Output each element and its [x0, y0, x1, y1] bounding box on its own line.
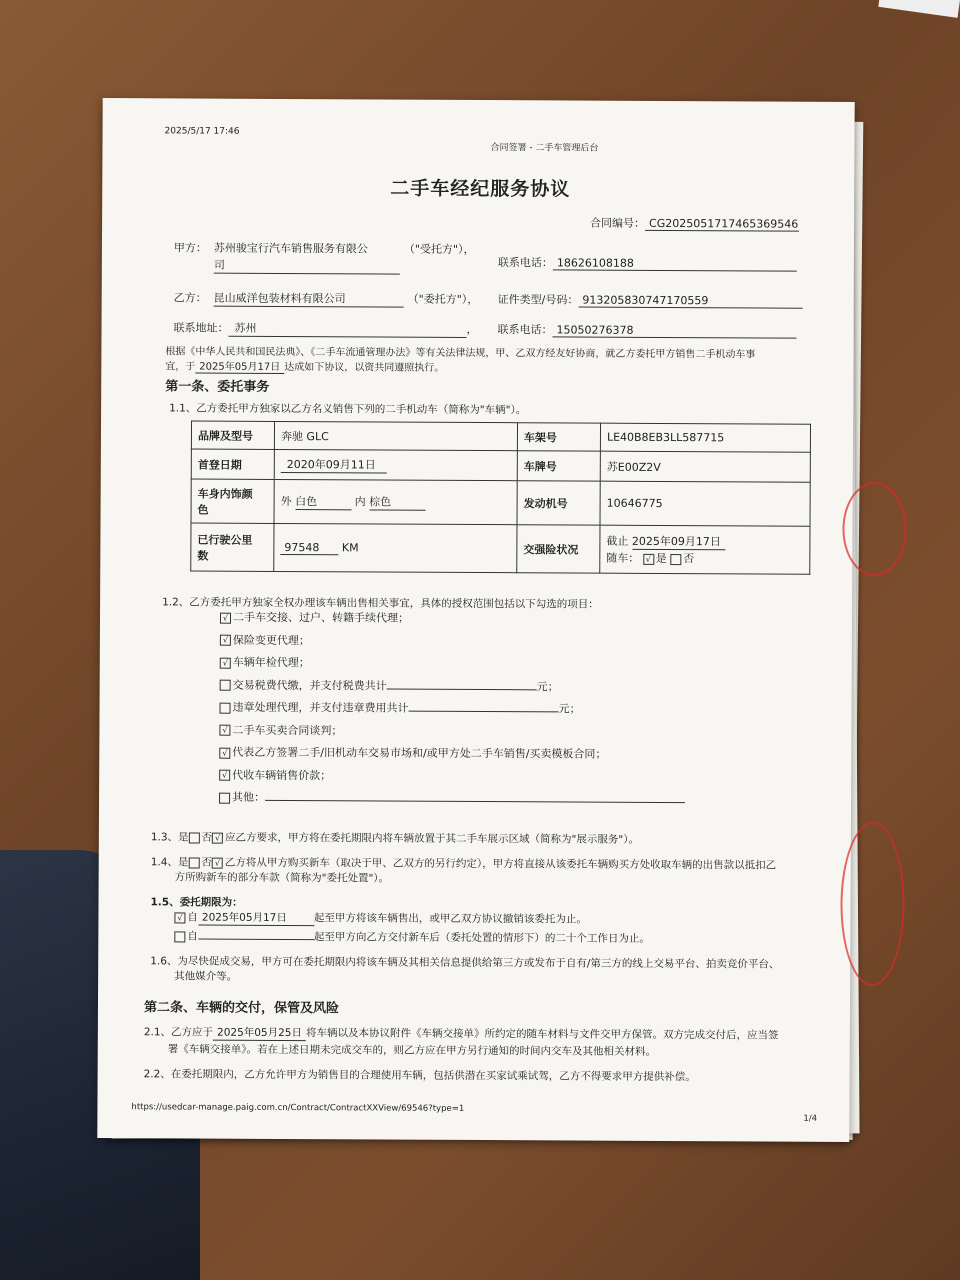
item-1-4-cont: 方所购新车的部分车款（简称为"委托处置"）。 — [174, 871, 390, 885]
mileage-unit: KM — [341, 540, 359, 554]
scope-checkbox[interactable]: √ — [220, 612, 231, 623]
insurance-label: 交强险状况 — [517, 525, 600, 573]
section-2-title: 第二条、车辆的交付，保管及风险 — [143, 1000, 340, 1017]
party-b-phone-label: 联系电话： — [497, 323, 553, 337]
print-timestamp: 2025/5/17 17:46 — [164, 126, 240, 137]
party-a-phone-value: 18626108188 — [553, 256, 797, 271]
violation-amount-field[interactable] — [409, 711, 559, 713]
party-b-id-value: 913205830747170559 — [578, 294, 802, 309]
scope-checkbox[interactable]: √ — [219, 770, 230, 781]
mileage-label-line1: 已行驶公里 — [197, 533, 253, 547]
party-b-address-value: 苏州 — [228, 320, 466, 338]
company-seal-partial — [842, 482, 906, 576]
term-start-date: 2025年05月17日 — [198, 910, 314, 927]
scope-item — [219, 789, 685, 814]
insurance-until — [606, 533, 803, 551]
party-a-name: 苏州骏宝行汽车销售服务有限公 — [213, 241, 368, 256]
vehicle-table — [190, 421, 811, 575]
item-2-1-cont: 署《车辆交接单》。若在上述日期未完成交车的，则乙方应在甲方另行通知的时间内交车及其他相关材料。 — [167, 1043, 657, 1058]
item-1-1: 1.1、乙方委托甲方独家以乙方名义销售下列的二手机动车（简称为"车辆"）。 — [169, 402, 527, 417]
vin-label: 车架号 — [517, 423, 600, 451]
preamble-date: 2025年05月17日 — [195, 358, 284, 374]
term-option-2-text: 起至甲方向乙方交付新车后（委托处置的情形下）的二十个工作日为止。 — [313, 931, 650, 945]
mileage-cell — [274, 523, 517, 572]
party-b-phone-value: 15050276378 — [552, 323, 796, 338]
party-a-phone — [498, 254, 797, 272]
item-1-3-yes: 1.3、是 — [150, 831, 189, 844]
reg-date-label: 首登日期 — [191, 449, 274, 479]
scope-text: 违章处理代理，并支付违章费用共计 — [232, 700, 409, 715]
item-1-3 — [151, 829, 639, 847]
term-option-1-checkbox[interactable]: √ — [174, 912, 185, 923]
insurance-no-label: 否 — [683, 552, 695, 566]
item-1-3-no-checkbox[interactable]: √ — [212, 832, 223, 843]
item-1-6: 1.6、为尽快促成交易，甲方可在委托期限内将该车辆及其相关信息提供给第三方或发布于自有/第三方的线上交易平台、拍卖竞价平台、 — [150, 955, 780, 971]
party-b-name: 昆山威洋包装材料有限公司 — [214, 290, 404, 308]
preamble-line2 — [165, 357, 444, 374]
plate-label: 车牌号 — [517, 451, 600, 481]
other-field[interactable] — [265, 800, 685, 803]
contract-number — [590, 215, 799, 232]
party-b-id-label: 证件类型/号码： — [497, 293, 579, 307]
page-number: 1/4 — [803, 1113, 818, 1124]
item-1-5-title: 1.5、委托期限为： — [150, 896, 243, 909]
item-1-4-no-checkbox[interactable]: √ — [212, 857, 223, 868]
preamble-prefix: 宜，于 — [165, 361, 196, 373]
color-label-line1: 车身内饰颜 — [197, 487, 253, 501]
preamble-suffix: 达成如下协议，以资共同遵照执行。 — [284, 361, 445, 374]
mileage-value: 97548 — [280, 540, 338, 554]
term-option-2-prefix: 自 — [187, 930, 198, 943]
insurance-cell — [600, 525, 810, 574]
mileage-label-line2: 数 — [197, 549, 209, 563]
mileage-label — [191, 523, 274, 571]
party-a-phone-label: 联系电话： — [497, 256, 553, 270]
scope-text: 代收车辆销售价款； — [232, 768, 332, 782]
item-1-3-text: 应乙方要求，甲方将在委托期限内将车辆放置于其二手车展示区域（简称为"展示服务"）。 — [225, 831, 640, 846]
reg-date-value: 2020年09月11日 — [281, 456, 387, 474]
brand-label: 品牌及型号 — [191, 421, 274, 449]
scope-text: 二手车交接、过户、转籍手续代理； — [232, 610, 410, 625]
term-option-1-text: 起至甲方将该车辆售出，或甲乙双方协议撤销该委托为止。 — [313, 912, 587, 926]
contract-page — [97, 98, 854, 1142]
contract-number-value: CG2025051717465369546 — [645, 217, 799, 232]
item-2-2: 2.2、在委托期限内，乙方允许甲方为销售目的合理使用车辆，包括供潜在买家试乘试驾，乙方不得要求甲方提供补偿。 — [143, 1068, 696, 1084]
scope-checkbox[interactable] — [220, 702, 231, 713]
insurance-with-car — [606, 550, 803, 567]
delivery-date: 2025年05月25日 — [213, 1025, 306, 1041]
engine-value: 10646775 — [600, 481, 810, 526]
scope-item — [219, 766, 685, 791]
contract-number-label: 合同编号： — [590, 216, 646, 230]
party-a-label: 甲方： — [173, 241, 207, 255]
ext-color-value: 白色 — [295, 493, 351, 510]
item-2-1 — [144, 1024, 779, 1043]
scope-item — [219, 744, 685, 769]
page-title: 二手车经纪服务协议 — [390, 177, 571, 201]
item-1-4-yes-checkbox[interactable] — [188, 857, 199, 868]
item-2-1-text: 将车辆以及本协议附件《车辆交接单》所约定的随车材料与文件交甲方保管。双方完成交付后，应当签 — [305, 1027, 779, 1042]
term-option-2-checkbox[interactable] — [174, 931, 185, 942]
scope-text: 代表乙方签署二手/旧机动车交易市场和/或甲方处二手车销售/买卖模板合同； — [232, 745, 607, 761]
term-option-2-date-field[interactable] — [198, 939, 314, 941]
item-1-4-yes: 1.4、是 — [150, 856, 189, 869]
term-option-1-prefix: 自 — [187, 911, 198, 924]
scope-checkbox[interactable]: √ — [220, 635, 231, 646]
scope-text: 车辆年检代理； — [232, 655, 310, 670]
insurance-no-checkbox[interactable] — [670, 554, 681, 565]
item-2-1-prefix: 2.1、乙方应于 — [143, 1026, 214, 1039]
scope-item — [220, 654, 686, 679]
company-seal-partial — [840, 822, 905, 986]
color-label — [191, 479, 274, 523]
scope-list — [219, 609, 686, 814]
item-1-5-option-1 — [174, 909, 587, 927]
int-color-value: 棕色 — [369, 493, 425, 510]
brand-value: 奔驰 GLC — [274, 421, 517, 450]
scope-item — [220, 609, 686, 634]
scope-item — [219, 721, 685, 746]
scope-checkbox[interactable]: √ — [219, 747, 230, 758]
item-1-4-text: 乙方将从甲方购买新车（取决于甲、乙双方的另行约定），甲方将直接从该委托车辆购买方处收取车辆的出售款以抵扣乙 — [224, 856, 777, 872]
party-b-address-label: 联系地址： — [173, 321, 229, 335]
insurance-yes-label: 是 — [655, 551, 667, 565]
item-1-3-yes-checkbox[interactable] — [189, 832, 200, 843]
print-source: 合同签署 - 二手车管理后台 — [490, 143, 599, 154]
scope-text: 其他： — [232, 790, 266, 804]
scope-item — [220, 676, 686, 701]
item-1-3-no: 否 — [201, 831, 213, 844]
party-b-phone — [497, 321, 796, 339]
color-label-line2: 色 — [197, 503, 209, 517]
scope-checkbox[interactable] — [220, 680, 231, 691]
insurance-yes-checkbox[interactable]: √ — [643, 553, 654, 564]
scope-item — [220, 631, 686, 656]
tax-amount-field[interactable] — [387, 688, 537, 690]
party-b-role: （"委托方"）， — [407, 292, 479, 307]
party-a-name-cont: 司 — [214, 257, 400, 275]
party-a-role: （"受托方"）， — [403, 242, 475, 256]
plate-value: 苏E00Z2V — [600, 451, 810, 482]
engine-label: 发动机号 — [517, 481, 600, 525]
scope-item — [219, 699, 685, 724]
vin-value: LE40B8EB3LL587715 — [600, 423, 810, 452]
ext-color-label: 外 — [280, 494, 292, 509]
scope-text: 交易税费代缴，并支付税费共计 — [232, 678, 387, 693]
color-cell — [274, 479, 517, 524]
preamble-line1: 根据《中华人民共和国民法典》、《二手车流通管理办法》等有关法律法规，甲、乙双方经友好协商，就乙方委托甲方销售二手机动车事 — [165, 346, 756, 361]
reg-date-cell — [274, 449, 517, 480]
item-1-6-cont: 其他媒介等。 — [174, 970, 238, 983]
footer-url: https://usedcar-manage.paig.com.cn/Contract/ContractXXView/69546?type=1 — [131, 1102, 465, 1114]
scope-text: 保险变更代理； — [232, 633, 310, 647]
party-b-address-suffix: ， — [466, 322, 478, 337]
scope-text: 二手车买卖合同谈判； — [232, 723, 343, 737]
scope-checkbox[interactable]: √ — [219, 725, 230, 736]
item-1-2: 1.2、乙方委托甲方独家全权办理该车辆出售相关事宜，具体的授权范围包括以下勾选的项目： — [162, 596, 599, 611]
scope-checkbox[interactable]: √ — [220, 657, 231, 668]
section-1-title: 第一条、委托事务 — [165, 379, 270, 395]
insurance-until-label: 截止 — [606, 534, 629, 548]
scope-checkbox[interactable] — [219, 792, 230, 803]
party-b-id — [498, 291, 803, 309]
party-b-label: 乙方： — [173, 291, 207, 305]
scope-suffix: 元； — [558, 702, 581, 716]
party-b-address — [173, 319, 477, 338]
item-1-5-option-2 — [174, 928, 650, 945]
insurance-until-value: 2025年09月17日 — [632, 533, 725, 550]
scope-suffix: 元； — [536, 679, 559, 693]
insurance-with-car-label: 随车： — [606, 551, 640, 565]
corner-paper-scrap — [878, 0, 960, 18]
int-color-label: 内 — [354, 495, 366, 509]
item-1-4-no: 否 — [201, 856, 212, 869]
